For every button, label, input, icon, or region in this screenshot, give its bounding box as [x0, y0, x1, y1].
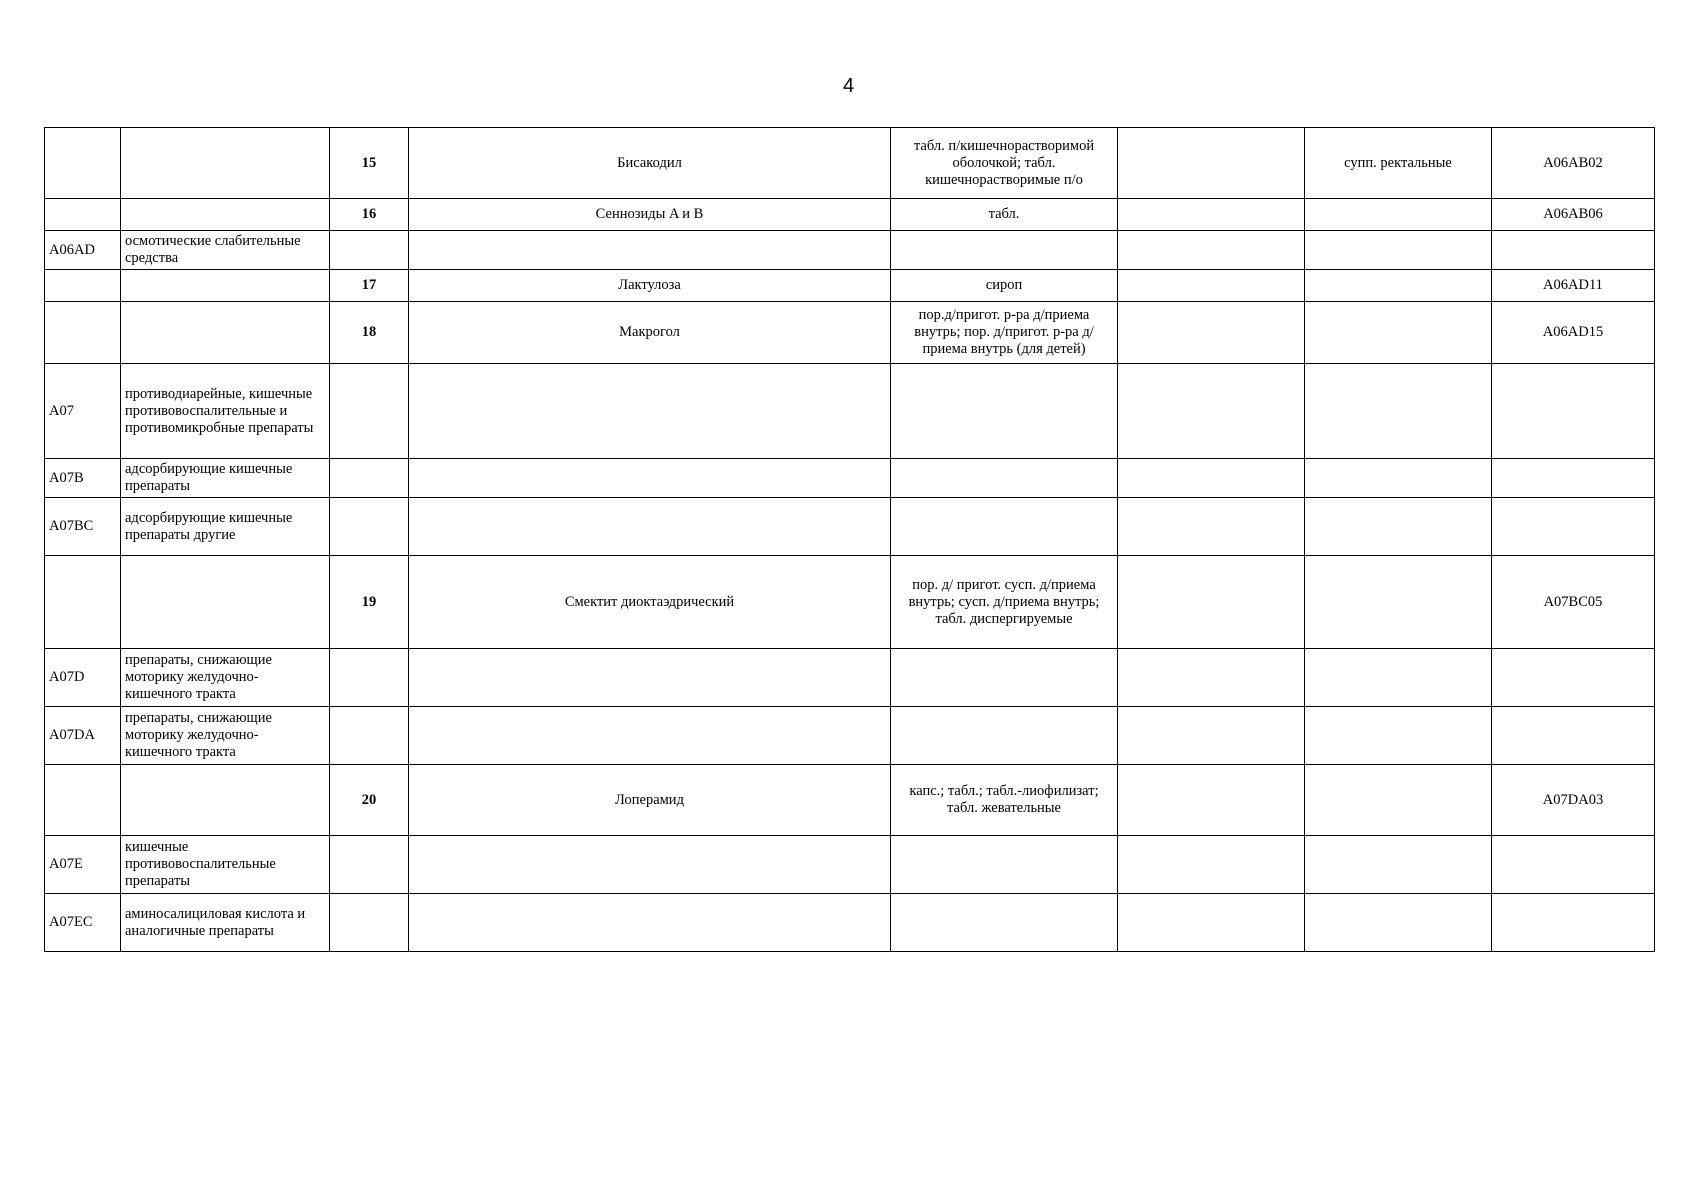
- page-number: 4: [842, 75, 855, 97]
- dosage-form-cell: [891, 894, 1118, 952]
- table-row: [45, 498, 1655, 556]
- atc-code-cell: [45, 556, 121, 649]
- extra-cell: [1118, 836, 1305, 894]
- drug-name-cell: [409, 459, 891, 498]
- dosage-form-cell: [891, 364, 1118, 459]
- additional-form-cell: [1305, 199, 1492, 231]
- drug-name-cell: [409, 649, 891, 707]
- item-number-cell: 17: [330, 270, 409, 302]
- item-number-cell: 16: [330, 199, 409, 231]
- table-row: [45, 364, 1655, 459]
- additional-form-cell: [1305, 649, 1492, 707]
- extra-cell: [1118, 128, 1305, 199]
- group-name-cell: [121, 199, 330, 231]
- table-row: [45, 894, 1655, 952]
- group-name-cell: [121, 302, 330, 364]
- table-row: [45, 270, 1655, 302]
- drug-code-cell: [1492, 894, 1655, 952]
- drug-code-cell: A06AB02: [1492, 128, 1655, 199]
- atc-code-cell: [45, 270, 121, 302]
- table-row: [45, 707, 1655, 765]
- table-row: [45, 302, 1655, 364]
- drug-code-cell: [1492, 459, 1655, 498]
- atc-code-cell: A07DA: [45, 707, 121, 765]
- additional-form-cell: [1305, 556, 1492, 649]
- drug-code-cell: [1492, 836, 1655, 894]
- extra-cell: [1118, 302, 1305, 364]
- additional-form-cell: [1305, 270, 1492, 302]
- atc-code-cell: [45, 199, 121, 231]
- drug-code-cell: A06AD11: [1492, 270, 1655, 302]
- extra-cell: [1118, 649, 1305, 707]
- additional-form-cell: [1305, 459, 1492, 498]
- group-name-cell: препараты, снижающие моторику желудочно-кишечного тракта: [121, 649, 330, 707]
- additional-form-cell: [1305, 498, 1492, 556]
- additional-form-cell: [1305, 364, 1492, 459]
- group-name-cell: осмотические слабительные средства: [121, 231, 330, 270]
- atc-code-cell: A07EC: [45, 894, 121, 952]
- dosage-form-cell: сироп: [891, 270, 1118, 302]
- drug-name-cell: Сеннозиды A и B: [409, 199, 891, 231]
- extra-cell: [1118, 231, 1305, 270]
- drug-name-cell: [409, 894, 891, 952]
- group-name-cell: аминосалициловая кислота и аналогичные препараты: [121, 894, 330, 952]
- item-number-cell: [330, 707, 409, 765]
- drug-list-table: [44, 127, 1655, 952]
- table-row: [45, 199, 1655, 231]
- atc-code-cell: A07: [45, 364, 121, 459]
- dosage-form-cell: [891, 231, 1118, 270]
- atc-code-cell: A07E: [45, 836, 121, 894]
- extra-cell: [1118, 270, 1305, 302]
- dosage-form-cell: [891, 649, 1118, 707]
- additional-form-cell: [1305, 765, 1492, 836]
- item-number-cell: 18: [330, 302, 409, 364]
- extra-cell: [1118, 498, 1305, 556]
- dosage-form-cell: пор. д/ пригот. сусп. д/приема внутрь; сусп. д/приема внутрь; табл. диспергируемые: [891, 556, 1118, 649]
- item-number-cell: [330, 364, 409, 459]
- additional-form-cell: [1305, 836, 1492, 894]
- group-name-cell: кишечные противовоспалительные препараты: [121, 836, 330, 894]
- drug-code-cell: [1492, 498, 1655, 556]
- table-row: [45, 459, 1655, 498]
- group-name-cell: [121, 128, 330, 199]
- atc-code-cell: A06AD: [45, 231, 121, 270]
- extra-cell: [1118, 765, 1305, 836]
- extra-cell: [1118, 199, 1305, 231]
- item-number-cell: [330, 894, 409, 952]
- table-row: [45, 765, 1655, 836]
- table-row: [45, 128, 1655, 199]
- item-number-cell: 15: [330, 128, 409, 199]
- drug-name-cell: Лоперамид: [409, 765, 891, 836]
- drug-code-cell: A06AB06: [1492, 199, 1655, 231]
- drug-code-cell: A07BC05: [1492, 556, 1655, 649]
- item-number-cell: [330, 459, 409, 498]
- drug-name-cell: [409, 836, 891, 894]
- drug-code-cell: [1492, 707, 1655, 765]
- extra-cell: [1118, 707, 1305, 765]
- dosage-form-cell: [891, 498, 1118, 556]
- extra-cell: [1118, 364, 1305, 459]
- group-name-cell: [121, 270, 330, 302]
- item-number-cell: [330, 498, 409, 556]
- table-row: [45, 556, 1655, 649]
- group-name-cell: препараты, снижающие моторику желудочно-кишечного тракта: [121, 707, 330, 765]
- atc-code-cell: A07BC: [45, 498, 121, 556]
- extra-cell: [1118, 556, 1305, 649]
- atc-code-cell: [45, 302, 121, 364]
- drug-name-cell: [409, 364, 891, 459]
- additional-form-cell: [1305, 231, 1492, 270]
- drug-name-cell: Лактулоза: [409, 270, 891, 302]
- dosage-form-cell: [891, 836, 1118, 894]
- drug-name-cell: [409, 498, 891, 556]
- table-row: [45, 231, 1655, 270]
- drug-name-cell: [409, 707, 891, 765]
- atc-code-cell: A07B: [45, 459, 121, 498]
- item-number-cell: 19: [330, 556, 409, 649]
- additional-form-cell: [1305, 894, 1492, 952]
- group-name-cell: [121, 556, 330, 649]
- extra-cell: [1118, 894, 1305, 952]
- item-number-cell: 20: [330, 765, 409, 836]
- table-row: [45, 836, 1655, 894]
- group-name-cell: [121, 765, 330, 836]
- additional-form-cell: [1305, 302, 1492, 364]
- group-name-cell: адсорбирующие кишечные препараты другие: [121, 498, 330, 556]
- atc-code-cell: A07D: [45, 649, 121, 707]
- additional-form-cell: [1305, 707, 1492, 765]
- dosage-form-cell: [891, 459, 1118, 498]
- item-number-cell: [330, 231, 409, 270]
- drug-name-cell: [409, 231, 891, 270]
- atc-code-cell: [45, 765, 121, 836]
- drug-name-cell: Смектит диоктаэдрический: [409, 556, 891, 649]
- dosage-form-cell: капс.; табл.; табл.-лиофилизат; табл. жевательные: [891, 765, 1118, 836]
- drug-name-cell: Макрогол: [409, 302, 891, 364]
- additional-form-cell: супп. ректальные: [1305, 128, 1492, 199]
- dosage-form-cell: [891, 707, 1118, 765]
- group-name-cell: адсорбирующие кишечные препараты: [121, 459, 330, 498]
- dosage-form-cell: табл.: [891, 199, 1118, 231]
- extra-cell: [1118, 459, 1305, 498]
- item-number-cell: [330, 836, 409, 894]
- dosage-form-cell: пор.д/пригот. р-ра д/приема внутрь; пор. д/пригот. р-ра д/приема внутрь (для детей): [891, 302, 1118, 364]
- group-name-cell: противодиарейные, кишечные противовоспалительные и противомикробные препараты: [121, 364, 330, 459]
- dosage-form-cell: табл. п/кишечнорастворимой оболочкой; табл. кишечнорастворимые п/о: [891, 128, 1118, 199]
- atc-code-cell: [45, 128, 121, 199]
- drug-code-cell: [1492, 364, 1655, 459]
- drug-code-cell: [1492, 649, 1655, 707]
- table-row: [45, 649, 1655, 707]
- drug-name-cell: Бисакодил: [409, 128, 891, 199]
- drug-code-cell: A06AD15: [1492, 302, 1655, 364]
- drug-code-cell: A07DA03: [1492, 765, 1655, 836]
- drug-code-cell: [1492, 231, 1655, 270]
- item-number-cell: [330, 649, 409, 707]
